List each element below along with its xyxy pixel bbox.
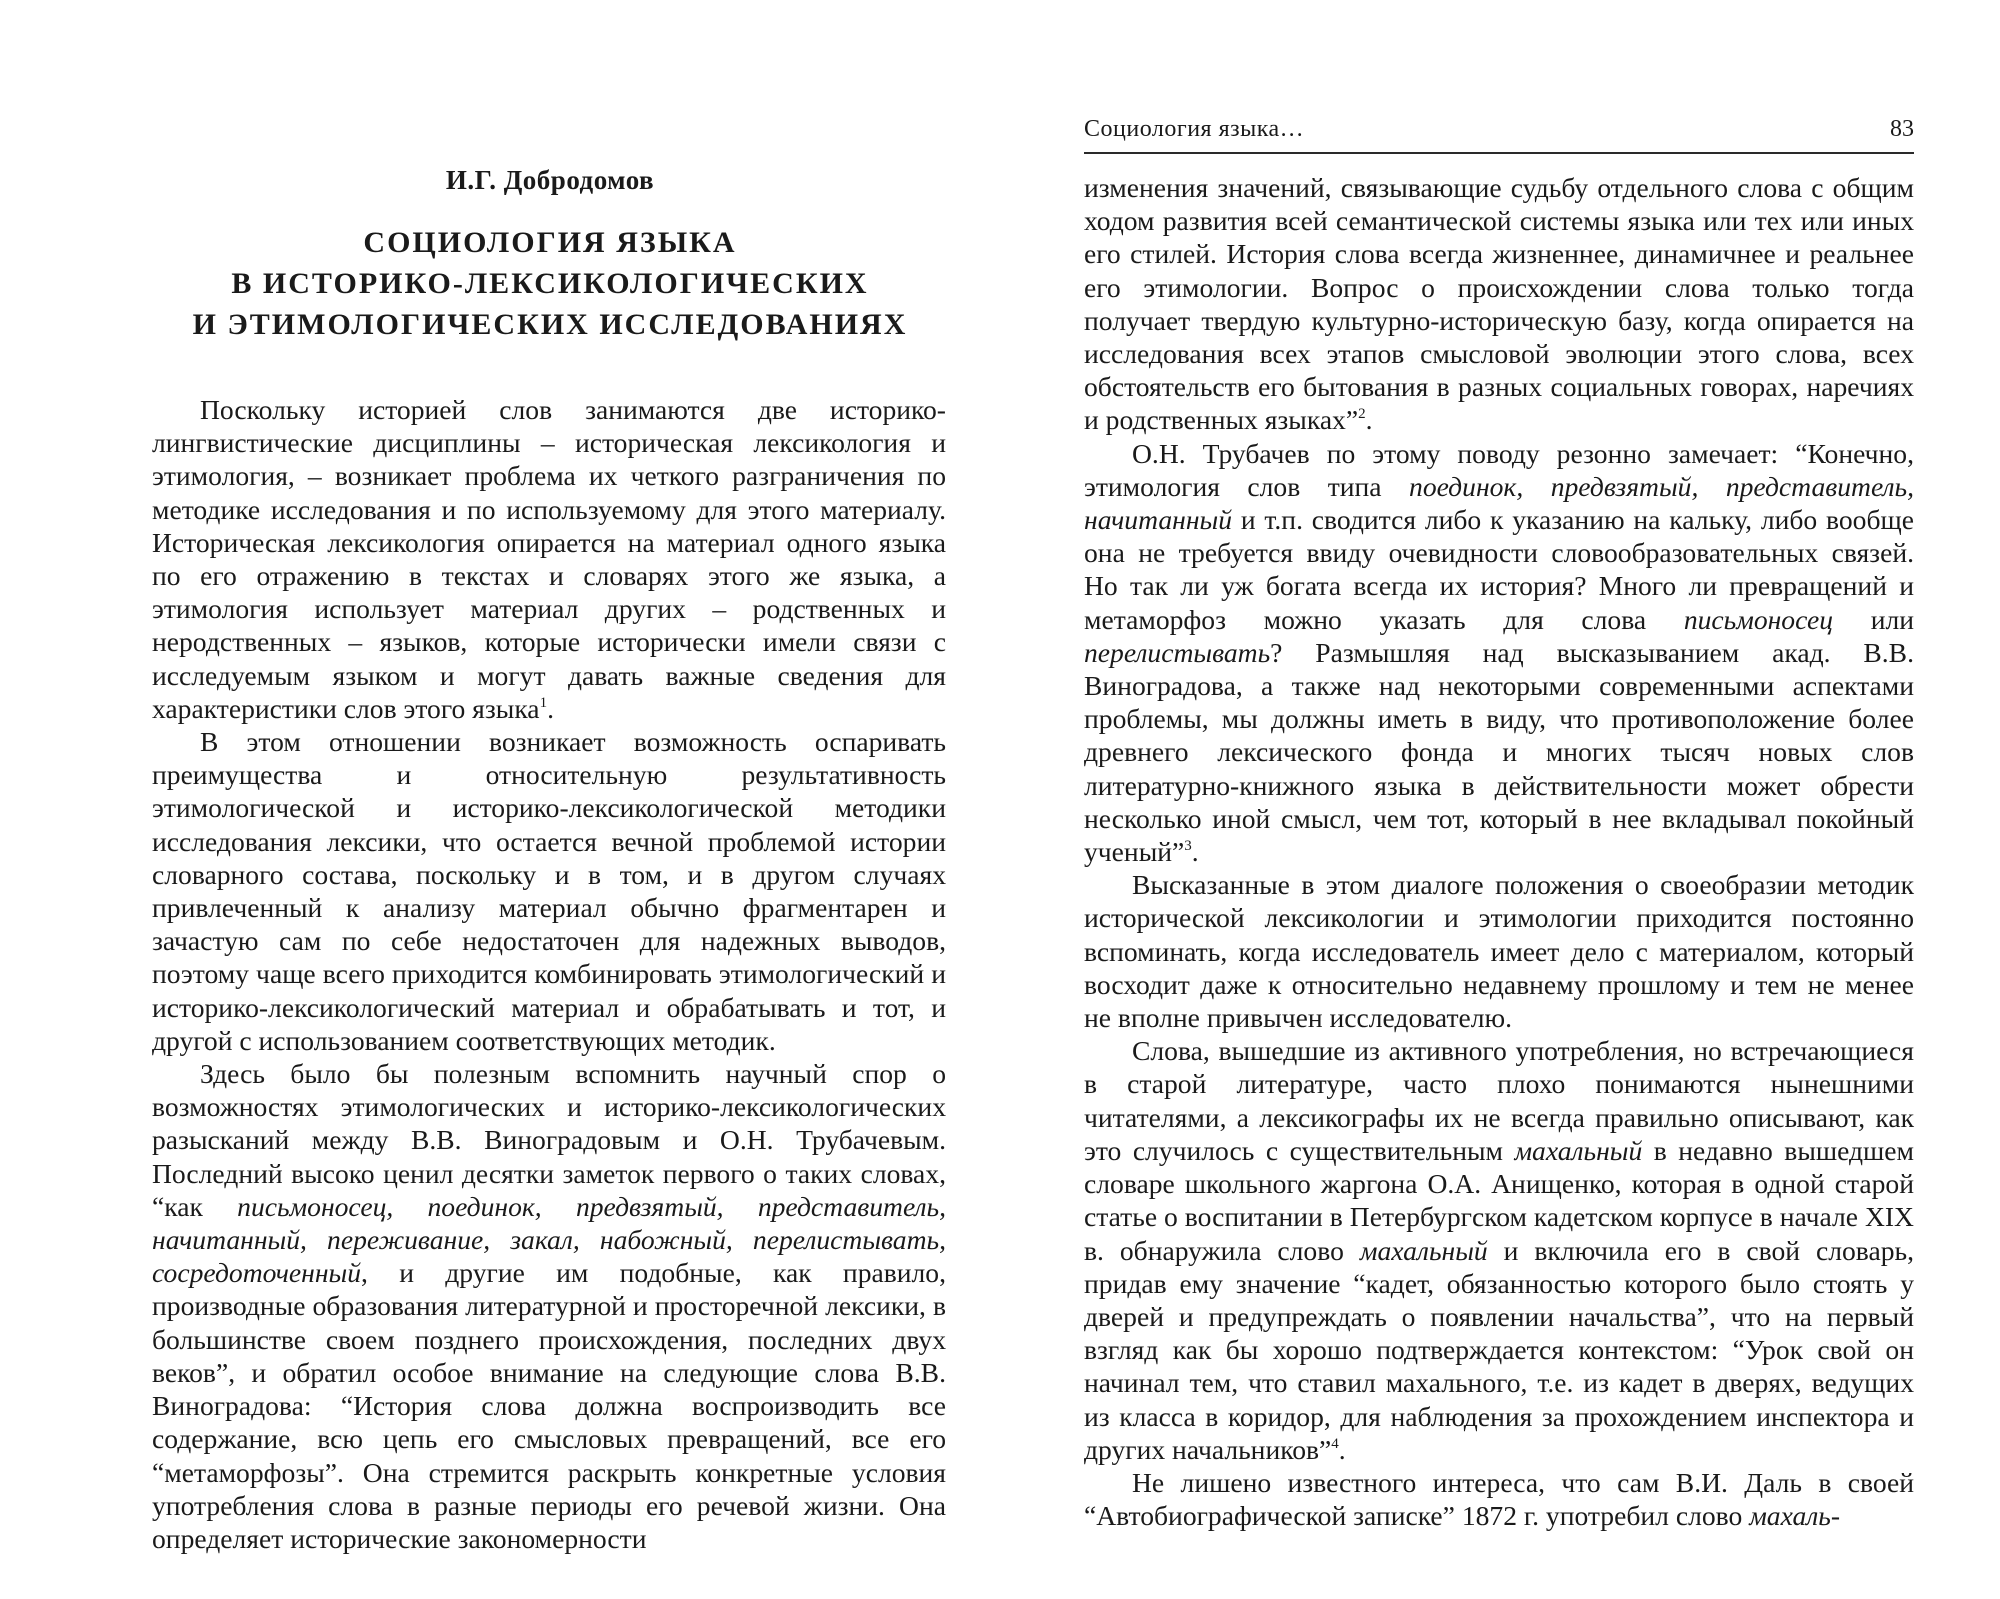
paragraph-continuation [1084,171,1914,437]
paragraph-text: и включила его в свой словарь, придав ему значение “кадет, обязанностью которого было стоять у дверей и предупреждать о появлении начальства”, что на первый взгляд как бы хорошо подтверждается контекстом: “Урок свой он начинал тем, что ставил махального, т.е. из кадет в дверях, ведущих из класса в коридор, для наблюдения за прохождением инспектора и других начальников” [1084,1234,1915,1465]
paragraph-text: Здесь было бы полезным вспомнить научный спор о возможностях этимологических и историко-лексикологических разысканий между В.В. Виноградовым и О.Н. Трубачевым. Последний высоко ценил десятки заметок первого о таких словах, “как [152,1058,946,1222]
paragraph-text: Поскольку историей слов занимаются две историко-лингвистические дисциплины – историческая лексикология и этимология, – возникает проблема их четкого разграничения по методике исследования и по используемому для этого материалу. Историческая лексикология опирается на материал одного языка по его отражению в текстах и словарях этого же языка, а этимология использует материал других – родственных и неродственных – языков, которые исторически имели связи с исследуемым языком и могут давать важные сведения для характеристики слов этого языка [152,394,946,724]
running-header [1084,116,1914,154]
footnote-marker: 2 [1358,406,1366,423]
paragraph-text: или [1833,603,1915,635]
paragraph-text: О.Н. Трубачев по этому поводу резонно замечает: “Конечно, этимология слов типа [1084,437,1914,502]
title-line-3: И ЭТИМОЛОГИЧЕСКИХ ИССЛЕДОВАНИЯХ [192,308,908,341]
italic-word-list: письмоносец, поединок, предвзятый, представитель, начитанный, переживание, закал, набожный, перелистывать, сосредоточенный [152,1190,946,1289]
right-page [1000,0,2000,1599]
italic-word: поединок, предвзятый, представитель, начитанный [1084,470,1914,536]
footnote-marker: 1 [539,694,548,711]
footnote-marker: 3 [1184,838,1192,855]
paragraph [152,1057,946,1555]
italic-word: махальный [1514,1134,1643,1166]
article-title [150,222,950,345]
paragraph-text: Не лишено известного интереса, что сам В.И. Даль в своей “Автобиографической записке” 1872 г. употребил слово [1084,1466,1914,1532]
running-header-title: Социология языка… [1084,116,1305,142]
page-number: 83 [1890,116,1914,142]
paragraph-text: , и другие им подобные, как правило, производные образования литературной и просторечной лексики, в большинстве своем позднего происхождения, последних двух веков”, и обратил особое внимание на следующие слова В.В. Виноградова: “История слова должна воспроизводить все содержание, всю цепь его смысловых превращений, все его “метаморфозы”. Она стремится раскрыть конкретные условия употребления слова в разные периоды его речевой жизни. Она определяет исторические закономерности [152,1257,946,1554]
paragraph-end: . [547,692,554,724]
paragraph-text: в недавно вышедшем словаре школьного жаргона О.А. Анищенко, которая в одной старой статье о воспитании в Петербургском кадетском корпусе в начале XIX в. обнаружила слово [1084,1134,1914,1266]
footnote-marker: 4 [1331,1435,1339,1452]
italic-word: письмоносец [1683,603,1834,635]
italic-word: махаль- [1749,1500,1841,1532]
paragraph-end: . [1191,836,1199,868]
paragraph [1084,1466,1914,1532]
italic-word: махальный [1359,1234,1488,1266]
paragraph-text: и т.п. сводится либо к указанию на кальку, либо вообще она не требуется ввиду очевидности словообразовательных связей. Но так ли уж богата всегда их история? Много ли превращений и метаморфоз можно указать для слова [1084,504,1914,635]
title-line-1: СОЦИОЛОГИЯ ЯЗЫКА [363,226,737,259]
author-name: И.Г. Добродомов [445,165,655,195]
paragraph-text: ? Размышляя над высказыванием акад. В.В. Виноградова, а также над некоторыми современными аспектами проблемы, мы должны иметь в виду, что противоположение более древнего лексического фонда и многих тысяч новых слов литературно-книжного языка в действительности может обрести несколько иной смысл, чем тот, который в нее вкладывал покойный ученый” [1084,636,1914,868]
paragraph [1084,1034,1914,1466]
paragraph-text: Слова, вышедшие из активного употребления, но встречающиеся в старой литературе, часто плохо понимаются нынешними читателями, а лексикографы их не всегда правильно описывают, как это случилось с существительным [1084,1035,1914,1166]
paragraph-end: . [1338,1433,1346,1465]
paragraph [152,393,946,725]
left-text-column [152,393,946,1555]
paragraph [1084,437,1914,869]
right-text-column [1084,171,1914,1532]
paragraph-text: изменения значений, связывающие судьбу отдельного слова с общим ходом развития всей семантической системы языка или тех или иных его стилей. История слова всегда жизненнее, динамичнее и реальнее его этимологии. Вопрос о происхождении слова только тогда получает твердую культурно-историческую базу, когда опирается на исследования всех этапов смысловой эволюции этого слова, всех обстоятельств его бытования в разных социальных говорах, наречиях и родственных языках” [1084,172,1914,436]
paragraph: В этом отношении возникает возможность оспаривать преимущества и относительную результативность этимологической и историко-лексикологической методики исследования лексики, что остается вечной проблемой истории словарного состава, поскольку и в том, и в другом случаях привлеченный к анализу материал обычно фрагментарен и зачастую сам по себе недостаточен для надежных выводов, поэтому чаще всего приходится комбинировать этимологический и историко-лексикологический материал и обрабатывать и тот, и другой с использованием соответствующих методик. [152,726,946,1056]
italic-word: перелистывать [1084,636,1271,668]
paragraph-end: . [1365,404,1373,436]
title-line-2: В ИСТОРИКО-ЛЕКСИКОЛОГИЧЕСКИХ [231,267,869,300]
paragraph: Высказанные в этом диалоге положения о своеобразии методик исторической лексикологии и этимологии приходится постоянно вспоминать, когда исследователь имеет дело с материалом, который восходит даже к относительно недавнему прошлому и тем не менее не вполне привычен исследователю. [1084,869,1914,1034]
